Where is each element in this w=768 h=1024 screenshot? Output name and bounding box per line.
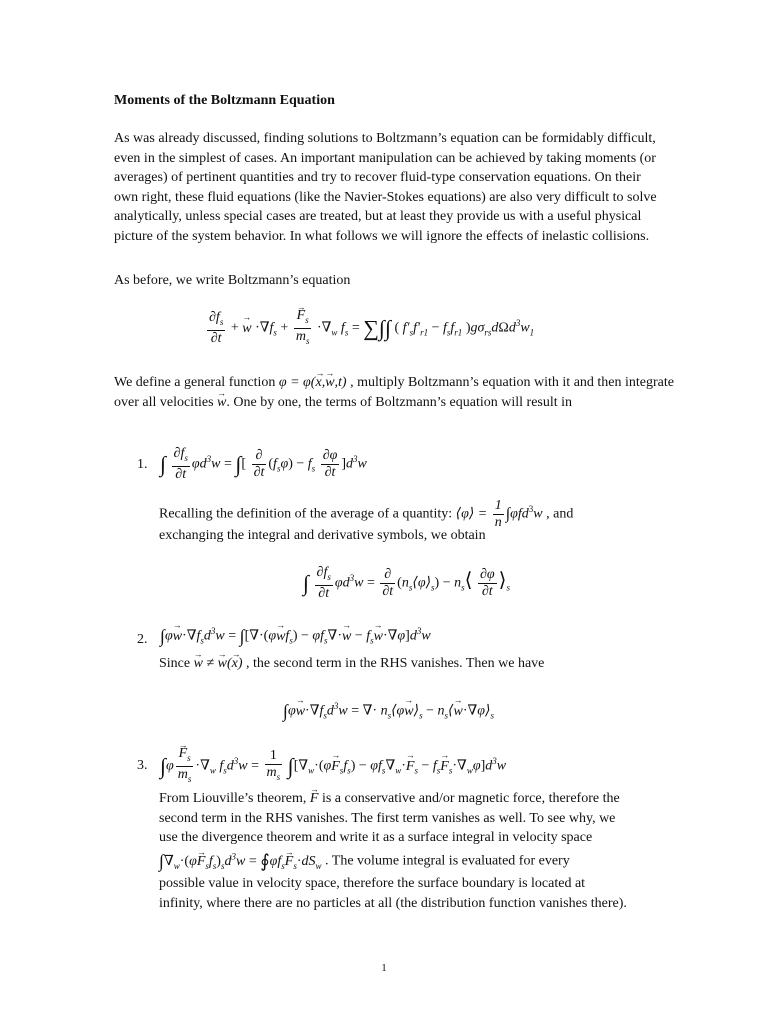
item-2-since-text: Since → w ≠ → w(→ x) , the second term in the RHS vanishes. Then we have [159, 654, 629, 674]
item-3-infinity-text: possible value in velocity space, therefore the surface boundary is located at infinity, where there are no particles at all (the distribution function vanishes there). [159, 876, 627, 911]
item-2-equation: $\int\varphi\to w\cdot\nabla f_sd^3w = \int[\nabla\cdot(\varphi\to wf_s) - \varphi f_s\nabla\cdot\to w - f_s\to w\cdot\nabla\varphi]d^3w$ [160, 626, 431, 647]
page-number: 1 [381, 962, 387, 974]
item-1-exchange-text: exchanging the integral and derivative symbols, we obtain [159, 528, 486, 543]
item-3-text-c: . The volume integral is evaluated for every [325, 853, 570, 869]
item-3-text-b: is a conservative and/or magnetic force, therefore the second term in the RHS vanishes. The first term vanishes as well. To see why, we use the divergence theorem and write it as a surface integral in velocity space [159, 791, 620, 846]
general-function-text-c: . One by one, the terms of Boltzmann’s equation will result in [226, 394, 573, 410]
item-1-result-equation: ∫ $\frac{\partial f_s}{\partial t}$ $\varphi d^3w$ = $\frac{\partial}{\partial t}$ $(n_s⟨\varphi⟩_s)$ − $n_s⟨$ $\frac{\partial\varphi}{\partial t}$ $⟩_s$ [303, 565, 510, 601]
item-3-surface-integral-line [159, 847, 639, 876]
page-title: Moments of the Boltzmann Equation [114, 93, 335, 108]
boltzmann-equation: $\frac{\partial f_s}{\partial t}$ + → $w \cdot\nabla f_s$ + → $\frac{F_s}{m_s}$ $\cdot\nabla_w$ $f_s$ = ∑∫∫ ( $f'_sf'_{r1} - f_sf_{r1}$ )$g\sigma_{rs}d\Omega d^3w_1$ [205, 308, 534, 349]
intro-paragraph: As was already discussed, finding solutions to Boltzmann’s equation can be formidably difficult, even in the simplest of cases. An important manipulation can be achieved by taking moments (or averages) of pertinent quantities and try to recover fluid-type conservation equations. On their own right, these fluid equations (like the Navier-Stokes equations) are also very difficult to solve analytically, unless special cases are treated, but at least they provide us with a useful physical picture of the system behavior. In what follows we will ignore the effects of inelastic collisions. [114, 131, 657, 244]
general-function-paragraph: We define a general function φ = φ(→ x,→ w,t) , multiply Boltzmann’s equation with it and then integrate over all velocities → w. One by one, the terms of Boltzmann’s equation will result in [114, 373, 674, 412]
general-function-text-a: We define a general function [114, 375, 276, 390]
item-1-text-a: Recalling the definition of the average of a quantity: [159, 506, 453, 522]
item-3-equation: ∫φ → $\frac{F_s}{m_s}$ $\cdot\nabla_w$ $f_sd^3w$ = $\frac{1}{m_s}$ $\int[\nabla_w\cdot(\varphi\to F_sf_s) - \varphi f_s\nabla_w\cdot\to F_s - f_s\to F_s\cdot\nabla_w\varphi]d^3w$ [160, 746, 506, 787]
general-function-text-b: , multiply Boltzmann’s equation with it and then integrate over all velocities [114, 375, 674, 410]
item-1-equation: ∫ $\frac{\partial f_s}{\partial t}$ $\varphi d^3w$ = ∫[ $\frac{\partial}{\partial t}$ $(f_s\varphi) - f_s$ $\frac{\partial\varphi}{\partial t}$ ]$d^3w$ [160, 446, 367, 482]
item-3-text-a: From Liouville’s theorem, [159, 791, 307, 806]
item-1-number: 1. [137, 457, 148, 472]
item-3-number: 3. [137, 758, 148, 773]
item-2-text-b: , the second term in the RHS vanishes. Then we have [246, 656, 545, 671]
item-3-liouville-text: From Liouville’s theorem, → F is a conservative and/or magnetic force, therefore the second term in the RHS vanishes. The first term vanishes as well. To see why, we use the divergence theorem and write it as a surface integral in velocity space [159, 789, 629, 848]
boltzmann-intro-text: As before, we write Boltzmann’s equation [114, 273, 351, 288]
item-3-surface-equation: $\int\nabla_w\cdot(\varphi\to F_sf_s)_sd^3w$ = $∮\varphi f_s\to F_s\cdot dS_w$ [159, 854, 325, 869]
item-1-text-b: , and [546, 506, 574, 522]
item-2-text-a: Since [159, 656, 191, 671]
item-2-result-equation: $\int\varphi\to w\cdot\nabla f_sd^3w$ = ∇· $n_s⟨\varphi\to$ $w⟩_s$ − $n_s⟨\to$ $w\cdot\nabla\varphi⟩_s$ [283, 701, 494, 722]
item-2-number: 2. [137, 632, 148, 647]
item-1-average-text: Recalling the definition of the average of a quantity: ⟨φ⟩ = $\frac{1}{n}$ ∫φfd$^3$w , and [159, 498, 574, 530]
